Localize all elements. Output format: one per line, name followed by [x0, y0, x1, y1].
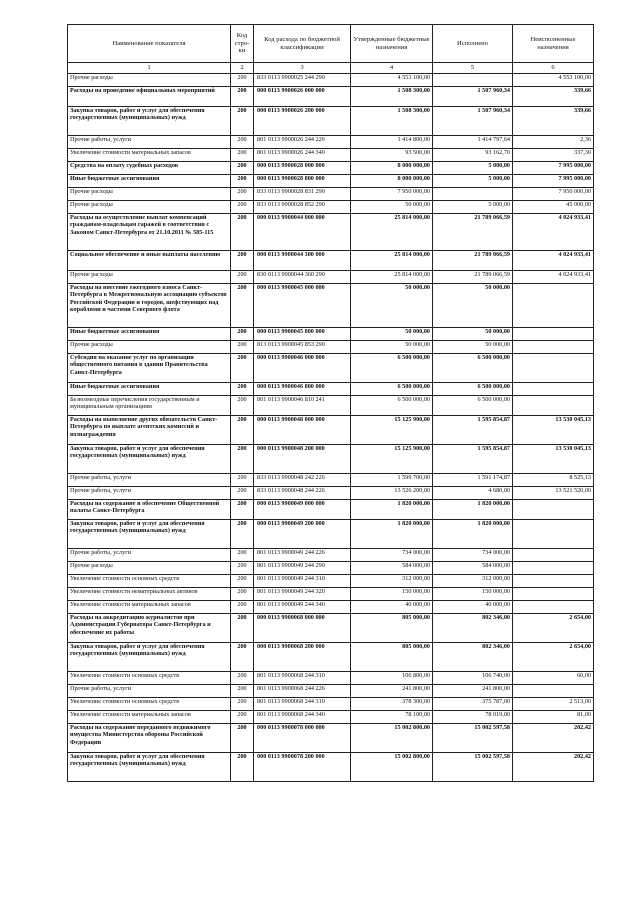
cell-line-code: 200	[231, 562, 254, 575]
cell-executed: 106 740,00	[433, 672, 513, 685]
cell-unexecuted: 337,30	[513, 149, 594, 162]
header-unexecuted: Неисполненные назначения	[513, 25, 594, 63]
table-row	[68, 698, 594, 711]
cell-executed: 93 162,70	[433, 149, 513, 162]
cell-executed: 4 680,00	[433, 487, 513, 500]
cell-executed: 15 002 597,58	[433, 753, 513, 782]
cell-executed: 1 507 960,34	[433, 107, 513, 136]
cell-unexecuted: 339,66	[513, 107, 594, 136]
cell-unexecuted	[513, 562, 594, 575]
cell-indicator-name: Расходы на выполнение других обязательств Санкт-Петербурга по выплате агентских комиссий и вознаграждения	[68, 416, 231, 445]
cell-executed: 734 000,00	[433, 549, 513, 562]
cell-unexecuted	[513, 520, 594, 549]
cell-unexecuted: 8 525,13	[513, 474, 594, 487]
table-row	[68, 341, 594, 354]
cell-line-code: 200	[231, 643, 254, 672]
cell-indicator-name: Увеличение стоимости материальных запасов	[68, 711, 231, 724]
cell-executed: 241 800,00	[433, 685, 513, 698]
cell-budget-code: 801 0113 9900046 810 241	[254, 396, 351, 416]
cell-unexecuted: 4 024 933,41	[513, 251, 594, 271]
cell-line-code: 200	[231, 136, 254, 149]
table-row	[68, 214, 594, 251]
table-row	[68, 188, 594, 201]
cell-indicator-name: Расходы на содержание и обеспечение Общественной палаты Санкт-Петербурга	[68, 500, 231, 520]
cell-unexecuted	[513, 601, 594, 614]
cell-approved: 15 002 800,00	[351, 724, 433, 753]
cell-indicator-name: Иные бюджетные ассигнования	[68, 175, 231, 188]
column-number: 4	[351, 63, 433, 74]
cell-budget-code: 801 0113 9900049 244 320	[254, 588, 351, 601]
cell-executed: 1 595 854,87	[433, 445, 513, 474]
cell-approved: 15 125 900,00	[351, 416, 433, 445]
cell-indicator-name: Социальное обеспечение и иные выплаты населению	[68, 251, 231, 271]
table-row	[68, 328, 594, 341]
cell-approved: 241 800,00	[351, 685, 433, 698]
cell-unexecuted	[513, 549, 594, 562]
cell-budget-code: 000 0113 9900026 000 000	[254, 87, 351, 107]
cell-approved: 106 800,00	[351, 672, 433, 685]
header-line-code: Код стро-ки	[231, 25, 254, 63]
cell-line-code: 200	[231, 149, 254, 162]
cell-line-code: 200	[231, 445, 254, 474]
cell-budget-code: 801 0113 9900049 244 226	[254, 549, 351, 562]
cell-executed	[433, 188, 513, 201]
cell-unexecuted: 13 530 045,13	[513, 416, 594, 445]
cell-budget-code: 000 0113 9900046 000 000	[254, 354, 351, 383]
column-number-row	[68, 63, 594, 74]
cell-approved: 378 300,00	[351, 698, 433, 711]
cell-approved: 1 820 000,00	[351, 520, 433, 549]
cell-unexecuted: 2 654,00	[513, 643, 594, 672]
cell-indicator-name: Прочие работы, услуги	[68, 474, 231, 487]
cell-approved: 6 500 000,00	[351, 383, 433, 396]
table-row	[68, 520, 594, 549]
cell-indicator-name: Увеличение стоимости основных средств	[68, 672, 231, 685]
cell-indicator-name: Безвозмездные перечисления государственным и муниципальным организациям	[68, 396, 231, 416]
cell-executed: 1 507 960,34	[433, 87, 513, 107]
table-row	[68, 753, 594, 782]
table-row	[68, 575, 594, 588]
cell-executed: 5 000,00	[433, 162, 513, 175]
cell-budget-code: 833 0113 9900048 242 226	[254, 474, 351, 487]
table-row	[68, 251, 594, 271]
cell-line-code: 200	[231, 201, 254, 214]
cell-budget-code: 801 0113 9900026 244 340	[254, 149, 351, 162]
cell-line-code: 200	[231, 251, 254, 271]
table-row	[68, 175, 594, 188]
cell-unexecuted	[513, 383, 594, 396]
cell-unexecuted: 4 024 933,41	[513, 214, 594, 251]
cell-approved: 805 000,00	[351, 643, 433, 672]
cell-executed: 312 000,00	[433, 575, 513, 588]
table-row	[68, 416, 594, 445]
cell-approved: 50 000,00	[351, 341, 433, 354]
cell-budget-code: 000 0113 9900049 000 000	[254, 500, 351, 520]
cell-line-code: 200	[231, 698, 254, 711]
cell-executed: 6 500 000,00	[433, 396, 513, 416]
cell-indicator-name: Прочие расходы	[68, 201, 231, 214]
table-row	[68, 87, 594, 107]
cell-indicator-name: Прочие работы, услуги	[68, 136, 231, 149]
cell-unexecuted: 2,36	[513, 136, 594, 149]
cell-line-code: 200	[231, 724, 254, 753]
cell-line-code: 200	[231, 354, 254, 383]
table-row	[68, 549, 594, 562]
cell-indicator-name: Прочие расходы	[68, 341, 231, 354]
table-row	[68, 711, 594, 724]
cell-budget-code: 000 0113 9900026 200 000	[254, 107, 351, 136]
cell-executed: 1 591 174,87	[433, 474, 513, 487]
cell-approved: 50 000,00	[351, 328, 433, 341]
cell-budget-code: 801 0113 9900068 244 226	[254, 685, 351, 698]
cell-budget-code: 000 0113 9900044 000 000	[254, 214, 351, 251]
cell-budget-code: 801 0113 9900049 244 290	[254, 562, 351, 575]
cell-executed: 50 000,00	[433, 328, 513, 341]
table-row	[68, 354, 594, 383]
cell-executed: 5 000,00	[433, 201, 513, 214]
cell-approved: 150 000,00	[351, 588, 433, 601]
table-row	[68, 614, 594, 643]
cell-line-code: 200	[231, 549, 254, 562]
table-row	[68, 724, 594, 753]
cell-executed: 21 789 066,59	[433, 251, 513, 271]
cell-unexecuted: 7 995 000,00	[513, 162, 594, 175]
cell-executed: 50 000,00	[433, 284, 513, 328]
cell-unexecuted: 60,00	[513, 672, 594, 685]
table-row	[68, 588, 594, 601]
cell-executed: 40 000,00	[433, 601, 513, 614]
cell-executed: 150 000,00	[433, 588, 513, 601]
cell-unexecuted: 81,00	[513, 711, 594, 724]
cell-indicator-name: Средства на оплату судебных расходов	[68, 162, 231, 175]
cell-approved: 8 000 000,00	[351, 162, 433, 175]
cell-unexecuted: 7 950 000,00	[513, 188, 594, 201]
table-row	[68, 562, 594, 575]
table-body	[68, 74, 594, 782]
cell-approved: 584 000,00	[351, 562, 433, 575]
cell-indicator-name: Увеличение стоимости основных средств	[68, 698, 231, 711]
cell-approved: 312 000,00	[351, 575, 433, 588]
cell-executed: 802 346,00	[433, 643, 513, 672]
cell-indicator-name: Увеличение стоимости основных средств	[68, 575, 231, 588]
cell-approved: 4 553 100,00	[351, 74, 433, 87]
cell-line-code: 200	[231, 284, 254, 328]
header-budget-code: Код расхода по бюджетной классификации	[254, 25, 351, 63]
cell-indicator-name: Закупка товаров, работ и услуг для обеспечения государственных (муниципальных) нужд	[68, 643, 231, 672]
cell-unexecuted	[513, 341, 594, 354]
cell-indicator-name: Прочие расходы	[68, 74, 231, 87]
cell-executed: 21 789 066,59	[433, 271, 513, 284]
cell-line-code: 200	[231, 341, 254, 354]
cell-line-code: 200	[231, 416, 254, 445]
cell-budget-code: 833 0113 9900028 852 290	[254, 201, 351, 214]
cell-budget-code: 801 0113 9900026 244 226	[254, 136, 351, 149]
cell-executed: 21 789 066,59	[433, 214, 513, 251]
header-approved: Утвержденные бюджетные назначения	[351, 25, 433, 63]
cell-unexecuted	[513, 685, 594, 698]
cell-budget-code: 801 0113 9900068 244 340	[254, 711, 351, 724]
table-row	[68, 445, 594, 474]
cell-indicator-name: Иные бюджетные ассигнования	[68, 328, 231, 341]
table-row	[68, 271, 594, 284]
cell-line-code: 200	[231, 575, 254, 588]
cell-indicator-name: Прочие работы, услуги	[68, 487, 231, 500]
cell-budget-code: 000 0113 9900068 000 000	[254, 614, 351, 643]
cell-indicator-name: Закупка товаров, работ и услуг для обеспечения государственных (муниципальных) нужд	[68, 520, 231, 549]
cell-executed: 584 000,00	[433, 562, 513, 575]
cell-executed: 375 787,00	[433, 698, 513, 711]
cell-unexecuted: 339,66	[513, 87, 594, 107]
cell-approved: 734 000,00	[351, 549, 433, 562]
cell-budget-code: 000 0113 9900044 300 000	[254, 251, 351, 271]
table-row	[68, 284, 594, 328]
cell-budget-code: 000 0113 9900045 000 000	[254, 284, 351, 328]
column-number: 6	[513, 63, 594, 74]
table-row	[68, 383, 594, 396]
table-row	[68, 643, 594, 672]
cell-unexecuted: 4 553 100,00	[513, 74, 594, 87]
cell-executed: 6 500 000,00	[433, 354, 513, 383]
cell-indicator-name: Прочие работы, услуги	[68, 685, 231, 698]
cell-approved: 25 814 000,00	[351, 271, 433, 284]
cell-budget-code: 813 0113 9900045 853 290	[254, 341, 351, 354]
cell-executed: 1 595 854,87	[433, 416, 513, 445]
cell-budget-code: 801 0113 9900049 244 310	[254, 575, 351, 588]
cell-budget-code: 000 0113 9900048 200 000	[254, 445, 351, 474]
cell-indicator-name: Закупка товаров, работ и услуг для обеспечения государственных (муниципальных) нужд	[68, 445, 231, 474]
cell-unexecuted: 202,42	[513, 724, 594, 753]
cell-indicator-name: Закупка товаров, работ и услуг для обеспечения государственных (муниципальных) нужд	[68, 753, 231, 782]
cell-unexecuted: 2 654,00	[513, 614, 594, 643]
cell-unexecuted	[513, 575, 594, 588]
cell-approved: 6 500 000,00	[351, 354, 433, 383]
cell-approved: 50 000,00	[351, 284, 433, 328]
cell-approved: 40 000,00	[351, 601, 433, 614]
table-row	[68, 74, 594, 87]
table-row	[68, 201, 594, 214]
cell-indicator-name: Расходы на содержание переданного недвижимого имущества Министерства обороны Российской Федерации	[68, 724, 231, 753]
cell-line-code: 200	[231, 383, 254, 396]
table-row	[68, 487, 594, 500]
cell-indicator-name: Иные бюджетные ассигнования	[68, 383, 231, 396]
cell-indicator-name: Увеличение стоимости материальных запасов	[68, 149, 231, 162]
cell-executed: 6 500 000,00	[433, 383, 513, 396]
cell-budget-code: 000 0113 9900078 000 000	[254, 724, 351, 753]
cell-line-code: 200	[231, 74, 254, 87]
cell-executed: 15 002 597,58	[433, 724, 513, 753]
cell-budget-code: 830 0113 9900044 360 290	[254, 271, 351, 284]
cell-executed: 802 346,00	[433, 614, 513, 643]
cell-budget-code: 833 0113 9900048 244 226	[254, 487, 351, 500]
cell-approved: 93 500,00	[351, 149, 433, 162]
cell-budget-code: 833 0113 9900028 831 290	[254, 188, 351, 201]
cell-executed: 1 820 000,00	[433, 520, 513, 549]
cell-executed: 50 000,00	[433, 341, 513, 354]
cell-unexecuted: 202,42	[513, 753, 594, 782]
table-row	[68, 396, 594, 416]
cell-approved: 1 508 300,00	[351, 87, 433, 107]
cell-approved: 50 000,00	[351, 201, 433, 214]
cell-indicator-name: Закупка товаров, работ и услуг для обеспечения государственных (муниципальных) нужд	[68, 107, 231, 136]
table-row	[68, 474, 594, 487]
cell-line-code: 200	[231, 271, 254, 284]
cell-unexecuted: 45 000,00	[513, 201, 594, 214]
cell-line-code: 200	[231, 753, 254, 782]
cell-executed	[433, 74, 513, 87]
cell-approved: 7 950 000,00	[351, 188, 433, 201]
cell-approved: 1 508 300,00	[351, 107, 433, 136]
cell-indicator-name: Увеличение стоимости материальных запасов	[68, 601, 231, 614]
cell-indicator-name: Прочие расходы	[68, 188, 231, 201]
cell-approved: 1 820 000,00	[351, 500, 433, 520]
table-row	[68, 107, 594, 136]
cell-line-code: 200	[231, 87, 254, 107]
cell-indicator-name: Прочие расходы	[68, 271, 231, 284]
cell-unexecuted	[513, 588, 594, 601]
cell-line-code: 200	[231, 107, 254, 136]
cell-line-code: 200	[231, 500, 254, 520]
cell-line-code: 200	[231, 162, 254, 175]
cell-line-code: 200	[231, 474, 254, 487]
column-number: 5	[433, 63, 513, 74]
cell-line-code: 200	[231, 685, 254, 698]
table-row	[68, 685, 594, 698]
cell-line-code: 200	[231, 487, 254, 500]
cell-budget-code: 000 0113 9900028 000 000	[254, 162, 351, 175]
cell-approved: 15 125 900,00	[351, 445, 433, 474]
cell-approved: 1 414 800,00	[351, 136, 433, 149]
cell-unexecuted: 4 024 933,41	[513, 271, 594, 284]
cell-budget-code: 000 0113 9900048 000 000	[254, 416, 351, 445]
budget-table	[67, 24, 594, 782]
table-row	[68, 500, 594, 520]
cell-line-code: 200	[231, 614, 254, 643]
cell-line-code: 200	[231, 328, 254, 341]
cell-line-code: 200	[231, 520, 254, 549]
cell-unexecuted: 2 513,00	[513, 698, 594, 711]
table-row	[68, 601, 594, 614]
cell-budget-code: 000 0113 9900045 800 000	[254, 328, 351, 341]
cell-approved: 25 814 000,00	[351, 214, 433, 251]
cell-line-code: 200	[231, 601, 254, 614]
cell-approved: 1 599 700,00	[351, 474, 433, 487]
cell-executed: 78 019,00	[433, 711, 513, 724]
cell-line-code: 200	[231, 396, 254, 416]
report-page	[67, 24, 593, 782]
cell-line-code: 200	[231, 588, 254, 601]
cell-unexecuted	[513, 328, 594, 341]
table-row	[68, 672, 594, 685]
cell-approved: 8 000 000,00	[351, 175, 433, 188]
cell-approved: 6 500 000,00	[351, 396, 433, 416]
cell-indicator-name: Расходы на проведение официальных мероприятий	[68, 87, 231, 107]
cell-unexecuted: 13 521 520,00	[513, 487, 594, 500]
cell-unexecuted: 7 995 000,00	[513, 175, 594, 188]
cell-line-code: 200	[231, 175, 254, 188]
cell-line-code: 200	[231, 188, 254, 201]
cell-indicator-name: Прочие работы, услуги	[68, 549, 231, 562]
cell-approved: 78 100,00	[351, 711, 433, 724]
column-number: 3	[254, 63, 351, 74]
cell-indicator-name: Расходы на осуществление выплат компенсаций гражданам-владельцам гаражей в соответствии с Законом Санкт-Петербурга от 21.10.2011 № 585-115	[68, 214, 231, 251]
cell-budget-code: 000 0113 9900068 200 000	[254, 643, 351, 672]
column-number: 2	[231, 63, 254, 74]
cell-executed: 1 414 797,64	[433, 136, 513, 149]
cell-budget-code: 833 0113 9900025 244 290	[254, 74, 351, 87]
cell-line-code: 200	[231, 711, 254, 724]
cell-approved: 13 526 200,00	[351, 487, 433, 500]
cell-budget-code: 000 0113 9900049 200 000	[254, 520, 351, 549]
table-row	[68, 136, 594, 149]
header-indicator-name: Наименование показателя	[68, 25, 231, 63]
header-row	[68, 25, 594, 63]
cell-executed: 5 000,00	[433, 175, 513, 188]
cell-indicator-name: Субсидия на оказание услуг по организации общественного питания в здании Правительства Санкт-Петербурга	[68, 354, 231, 383]
cell-indicator-name: Расходы на аккредитацию журналистов при Администрации Губернатора Санкт-Петербурга и обеспечение их работы	[68, 614, 231, 643]
column-number: 1	[68, 63, 231, 74]
cell-unexecuted: 13 530 045,13	[513, 445, 594, 474]
cell-budget-code: 801 0113 9900049 244 340	[254, 601, 351, 614]
cell-unexecuted	[513, 354, 594, 383]
cell-approved: 805 000,00	[351, 614, 433, 643]
cell-budget-code: 801 0113 9900068 244 310	[254, 672, 351, 685]
header-executed: Исполнено	[433, 25, 513, 63]
cell-budget-code: 801 0113 9900068 244 310	[254, 698, 351, 711]
cell-indicator-name: Прочие расходы	[68, 562, 231, 575]
cell-indicator-name: Увеличение стоимости нематериальных активов	[68, 588, 231, 601]
cell-budget-code: 000 0113 9900078 200 000	[254, 753, 351, 782]
cell-line-code: 200	[231, 672, 254, 685]
cell-approved: 15 002 800,00	[351, 753, 433, 782]
cell-budget-code: 000 0113 9900028 800 000	[254, 175, 351, 188]
cell-indicator-name: Расходы на внесение ежегодного взноса Санкт-Петербурга в Межрегиональную ассоциацию субъектов Российской Федерации и городов, шефствующих над кораблями и частями Северного флота	[68, 284, 231, 328]
cell-approved: 25 814 000,00	[351, 251, 433, 271]
cell-unexecuted	[513, 500, 594, 520]
table-row	[68, 162, 594, 175]
cell-unexecuted	[513, 396, 594, 416]
cell-executed: 1 820 000,00	[433, 500, 513, 520]
cell-line-code: 200	[231, 214, 254, 251]
cell-unexecuted	[513, 284, 594, 328]
table-row	[68, 149, 594, 162]
cell-budget-code: 000 0113 9900046 800 000	[254, 383, 351, 396]
